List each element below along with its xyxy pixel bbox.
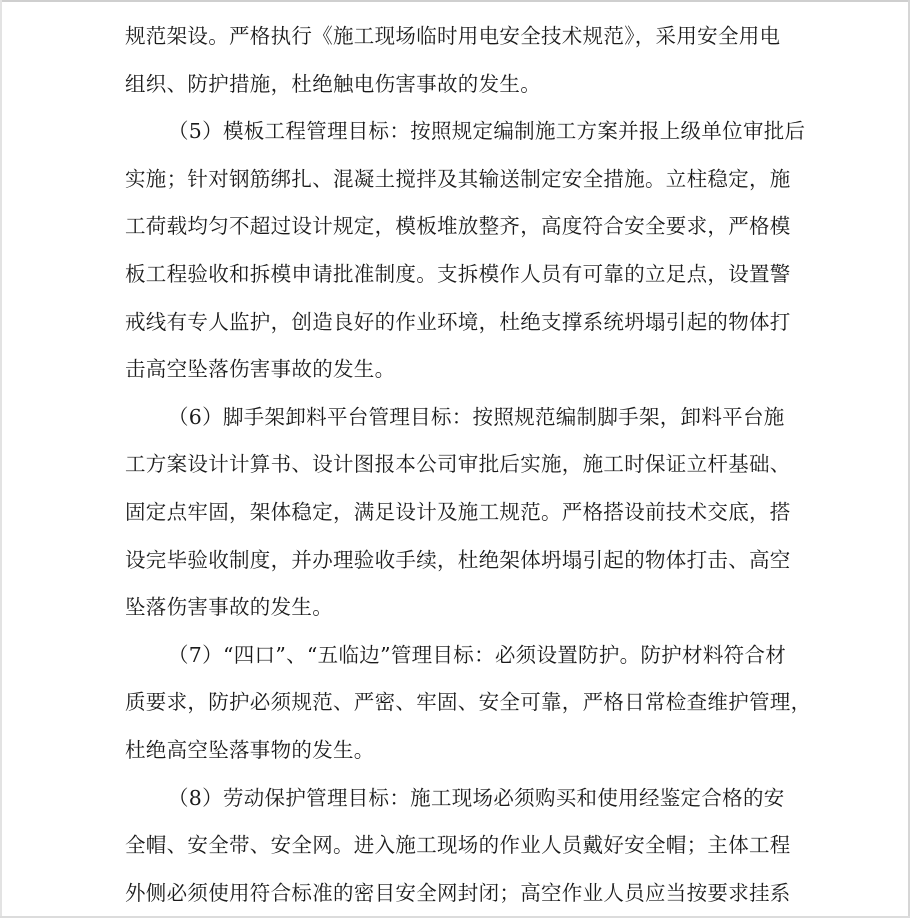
page-top-border	[0, 0, 910, 2]
paragraph-7-start: （7）“四口”、“五临边”管理目标：必须设置防护。防护材料符合材	[168, 642, 787, 667]
text-line: 固定点牢固，架体稳定，满足设计及施工规范。严格搭设前技术交底，搭	[125, 499, 791, 524]
text-line: 杜绝高空坠落事物的发生。	[125, 737, 375, 762]
text-line: 设完毕验收制度，并办理验收手续，杜绝架体坍塌引起的物体打击、高空	[125, 547, 791, 572]
text-line: 工方案设计计算书、设计图报本公司审批后实施，施工时保证立杆基础、	[125, 452, 791, 477]
page-left-border	[0, 0, 2, 918]
text-line: 工荷载均匀不超过设计规定，模板堆放整齐，高度符合安全要求，严格模	[125, 214, 791, 239]
text-line: 规范架设。严格执行《施工现场临时用电安全技术规范》，采用安全用电	[125, 24, 781, 48]
document-body	[125, 13, 812, 917]
paragraph-6-start: （6）脚手架卸料平台管理目标：按照规范编制脚手架，卸料平台施	[168, 404, 785, 429]
text-line: 板工程验收和拆模申请批准制度。支拆模作人员有可靠的立足点，设置警	[125, 261, 791, 286]
text-line: 坠落伤害事故的发生。	[125, 595, 333, 620]
text-line: 击高空坠落伤害事故的发生。	[125, 357, 396, 382]
text-line: 全帽、安全带、安全网。进入施工现场的作业人员戴好安全帽；主体工程	[125, 833, 791, 858]
paragraph-5-start: （5）模板工程管理目标：按照规定编制施工方案并报上级单位审批后	[168, 119, 806, 144]
text-line: 戒线有专人监护，创造良好的作业环境，杜绝支撑系统坍塌引起的物体打	[125, 309, 791, 334]
paragraph-8-start: （8）劳动保护管理目标：施工现场必须购买和使用经鉴定合格的安	[168, 785, 785, 810]
text-line: 组织、防护措施，杜绝触电伤害事故的发生。	[125, 71, 541, 96]
text-line: 质要求，防护必须规范、严密、牢固、安全可靠，严格日常检查维护管理，	[125, 690, 812, 715]
text-line: 外侧必须使用符合标准的密目安全网封闭；高空作业人员应当按要求挂系	[125, 880, 791, 905]
text-line: 实施；针对钢筋绑扎、混凝土搅拌及其输送制定安全措施。立柱稳定，施	[125, 166, 791, 191]
